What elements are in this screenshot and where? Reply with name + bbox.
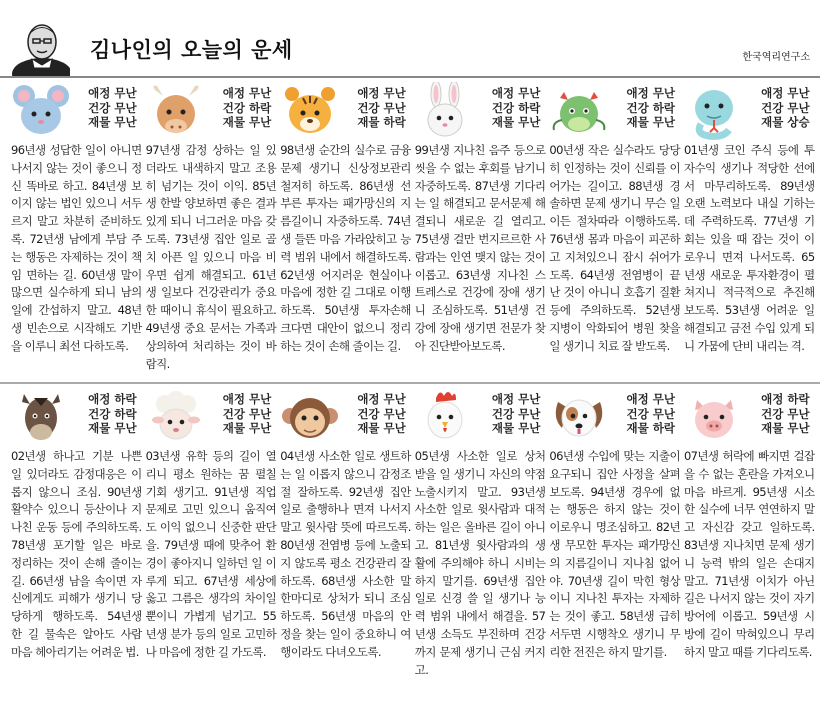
- header: [0, 0, 820, 80]
- status-line: 건강 하락: [626, 100, 675, 115]
- sheep-icon: [145, 388, 207, 446]
- fortune-status: [336, 392, 406, 436]
- fortune-cell-dragon: [546, 80, 681, 382]
- source-label: 한국역리연구소: [742, 52, 810, 63]
- status-line: 재물 무난: [491, 115, 541, 129]
- fortune-text: 98년생 순간의 실수로 금융문제 생기니 신상정보관리 철저히 하도록. 86년생 선부른 투자는 패가망신의 지름길이니 자중하도록. 74년생 들뜬 마음 가라앉히고 능력 범위 내에서 해결하도록. 62년생 어지러운 현실이나 마음에 정한 길 그대로 이행하도록. 50년생 투자손해 크다면 대안이 없으니 정리하는 것이 손해 줄이는 길.: [280, 143, 411, 353]
- fortune-text: 97년생 감정 상하는 일 있더라도 내색하지 말고 조용히 넘기는 것이 이익. 85년생 한발 양보하면 좋은 결과 있게 되니 너그러운 마음 갖도록. 73년생 집안 일로 골치 아픈 일 있으니 마음 비우면 쉽게 해결되고. 61년생 일보다 건강관리가 중요한 때이니 휴식이 필요하고. 49년생 중요 문서는 가족과 상의하여 처리하는 것이 바람직.: [145, 143, 277, 371]
- fortune-cell-rabbit: [412, 80, 547, 382]
- status-line: 재물 무난: [761, 421, 810, 435]
- status-line: 건강 무난: [761, 406, 810, 421]
- status-line: 건강 무난: [357, 406, 406, 421]
- status-line: 건강 무난: [357, 100, 406, 115]
- fortune-status: [605, 392, 675, 436]
- status-line: 재물 무난: [222, 421, 272, 435]
- snake-icon: [683, 82, 745, 140]
- status-line: 건강 하락: [88, 406, 137, 421]
- fortune-cell-mouse: [8, 80, 143, 382]
- status-line: 재물 무난: [88, 421, 137, 435]
- fortune-cell-horse: [8, 386, 143, 688]
- status-line: 애정 무난: [491, 392, 541, 406]
- fortune-row: [8, 80, 816, 382]
- status-line: 재물 상승: [761, 115, 810, 129]
- page-title: 김나인의 오늘의 운세: [90, 38, 293, 62]
- fortune-text: 06년생 수입에 맞는 지출이 요구되니 집안 사정을 살펴보도록. 94년생 경우에 없는 행동은 하지 않는 것이 이로우니 명조심하고. 82년생 무모한 투자는 패가망신의 지름길이니 지나침 없어야. 70년생 길이 막힌 형상이니 지나친 투자는 자제하는 것이 좋고. 58년생 급히 서두면 시행착오 생기니 무리한 전진은 하지 말기를.: [549, 449, 680, 659]
- status-line: 재물 무난: [88, 115, 137, 129]
- author-portrait: [12, 18, 70, 76]
- status-line: 건강 하락: [491, 100, 541, 115]
- fortune-text: 99년생 지나친 음주 등으로 씻을 수 없는 후회를 남기니 자중하도록. 87년생 기다리는 일 해결되고 문서문제 해결되니 새로운 길 열리고. 75년생 걸만 번지르르한 사람과는 인연 맺지 않는 것이 이롭고. 63년생 지나친 스트레스로 건강에 장애 생기니 조심하도록. 51년생 건강에 장애 생기면 전문가 찾아 진단받아보도록.: [414, 143, 546, 353]
- fortune-text: 96년생 성답한 일이 아니면 나서지 않는 것이 좋으니 정신 똑바로 하고. 84년생 보이지 않는 법인 있으니 서두르지 말고 차분히 준비하도록. 72년생 남에게 부담 주는 행동은 자제하는 것이 책임 면하는 길. 60년생 말이 많으면 실수하게 되니 남의 일에 간섭하지 말고. 48년생 빈손으로 시작해도 기반을 이루니 최선 다하도록.: [11, 143, 142, 353]
- fortune-cell-sheep: [143, 386, 278, 688]
- fortune-status: [470, 86, 540, 130]
- fortune-status: [740, 86, 810, 130]
- fortune-status: [470, 392, 540, 436]
- fortune-status: [605, 86, 675, 130]
- status-line: 애정 무난: [491, 86, 541, 100]
- horse-icon: [10, 388, 72, 446]
- status-line: 애정 무난: [357, 392, 406, 406]
- status-line: 건강 무난: [626, 406, 675, 421]
- fortune-text: 03년생 유학 등의 길이 열리니 평소 원하는 꿈 펼칠 기회 생기고. 91년생 직업 문제로 고민 있으니 움직여도 이익 없으니 신중한 판단을. 79년생 때에 맞추어 환경이 좋아지니 일하던 일 이루게 되고. 67년생 세상에 옳고 그름은 생각의 차이일 뿐이니 가볍게 넘기고. 55년생 분가 등의 일로 고민하나 마음에 정한 길 가도록.: [145, 449, 277, 659]
- fortune-status: [67, 86, 137, 130]
- fortune-grid: [8, 80, 816, 688]
- monkey-icon: [279, 388, 341, 446]
- status-line: 애정 무난: [626, 392, 675, 406]
- fortune-row: [8, 386, 816, 688]
- status-line: 재물 하락: [357, 115, 406, 129]
- status-line: 건강 무난: [88, 100, 137, 115]
- fortune-cell-tiger: [277, 80, 412, 382]
- fortune-status: [740, 392, 810, 436]
- status-line: 애정 무난: [222, 86, 272, 100]
- status-line: 재물 무난: [491, 421, 541, 435]
- fortune-text: 07년생 허락에 빠지면 걸잡을 수 없는 혼란을 가져오니 마음 바르게. 95년생 시소한 실수에 너무 연연하지 말고 자신감 갖고 일하도록. 83년생 지나치면 문제 생기니 능력 밖의 일은 손대지 말고. 71년생 이치가 아닌 길은 나서지 않는 것이 자기방어에 이롭고. 59년생 시방에 길이 막혀있으니 무리하지 말고 때를 기다리도록.: [683, 449, 815, 659]
- dog-icon: [548, 388, 610, 446]
- mouse-icon: [10, 82, 72, 140]
- fortune-status: [67, 392, 137, 436]
- status-line: 애정 무난: [88, 86, 137, 100]
- rooster-icon: [414, 388, 476, 446]
- fortune-status: [336, 86, 406, 130]
- fortune-cell-ox: [143, 80, 278, 382]
- rabbit-icon: [414, 82, 476, 140]
- fortune-cell-monkey: [277, 386, 412, 688]
- status-line: 애정 무난: [357, 86, 406, 100]
- status-line: 건강 하락: [222, 100, 272, 115]
- ox-icon: [145, 82, 207, 140]
- fortune-cell-snake: [681, 80, 816, 382]
- tiger-icon: [279, 82, 341, 140]
- status-line: 재물 하락: [626, 421, 675, 435]
- fortune-cell-pig: [681, 386, 816, 688]
- status-line: 재물 무난: [626, 115, 675, 129]
- status-line: 건강 무난: [491, 406, 541, 421]
- fortune-cell-rooster: [412, 386, 547, 688]
- fortune-status: [201, 392, 271, 436]
- fortune-status: [201, 86, 271, 130]
- status-line: 애정 무난: [626, 86, 675, 100]
- fortune-cell-dog: [546, 386, 681, 688]
- fortune-text: 05년생 사소한 일로 상처 받을 일 생기니 자신의 약점 노출시키지 말고. 93년생 사소한 일로 윗사람과 대적하는 일은 올바른 길이 아니고. 81년생 윗사람과의 생활에 주의해야 하니 시비는 하지 말기를. 69년생 집안일로 신경 쓸 일 생기나 능력 범위 내에서 해결을. 57년생 소득도 부진하며 건강까지 문제 생기니 근심 커지고.: [414, 449, 546, 677]
- status-line: 애정 하락: [761, 392, 810, 406]
- status-line: 애정 무난: [222, 392, 272, 406]
- status-line: 건강 무난: [222, 406, 272, 421]
- fortune-text: 02년생 하나고 기분 나쁜 일 있더라도 감정대응은 이롭지 않으니 조심. 90년생 활약수 있으니 등산이나 지나친 운동 등에 주의하도록. 78년생 포기할 일은 바로 정리하는 것이 손해 줄이는 길. 66년생 남을 속이면 자신에게도 피해가 생기니 당당하게 행하도록. 54년생 한 길 물속은 알아도 사람 마음 헤아리기는 어려운 법.: [11, 449, 142, 659]
- status-line: 애정 하락: [88, 392, 137, 406]
- header-divider: [0, 76, 820, 78]
- status-line: 재물 무난: [357, 421, 406, 435]
- fortune-text: 04년생 사소한 일로 생트하는 일 이롭지 않으니 감정조절 잘하도록. 92년생 집안일로 출행하나 면져 나서지 말고 윗사람 뜻에 따르도록. 80년생 전염병 등에 노출되지 않도록 평소 건강관리 잘하도록. 68년생 사소한 말 한마디로 상처가 되니 조심하도록. 56년생 마음의 안정을 찾는 일이 중요하니 여행이라도 다녀오도록.: [280, 449, 411, 659]
- status-line: 재물 무난: [222, 115, 272, 129]
- dragon-icon: [548, 82, 610, 140]
- status-line: 건강 무난: [761, 100, 810, 115]
- pig-icon: [683, 388, 745, 446]
- status-line: 애정 무난: [761, 86, 810, 100]
- fortune-text: 01년생 코인 주식 등에 투자수익 생기나 적당한 선에서 마무리하도록. 89년생 오랜 노력보다 내실 기하는데 주력하도록. 77년생 기회는 있을 때 잡는 것이 이로우니 면져 나서도록. 65년생 새로운 투자환경이 펼쳐지니 적극적으로 추진해 보도록. 53년생 어려운 일 해결되고 금전 수입 있게 되니 가뭄에 단비 내리는 격.: [683, 143, 815, 353]
- fortune-text: 00년생 작은 실수라도 당당히 인정하는 것이 신뢰를 이어가는 길이고. 88년생 경솔하면 문제 생기니 무슨 일이든 절차따라 이행하도록. 76년생 몸과 마음이 피곤하고 지쳐있으니 잠시 쉬어가도록. 64년생 전염병이 끝난 것이 아니니 호흡기 질환 등에 주의하도록. 52년생 지병이 악화되어 병원 찾을 일 생기니 치료 잘 받도록.: [549, 143, 680, 353]
